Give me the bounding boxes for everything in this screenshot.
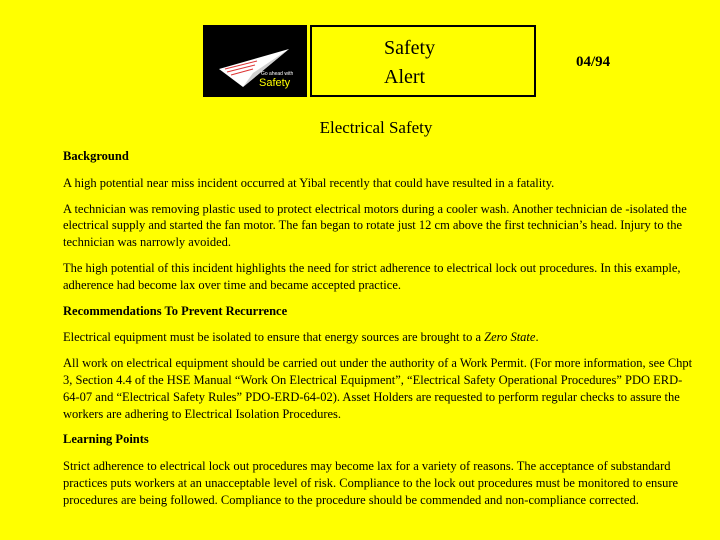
learning-paragraph-1: Strict adherence to electrical lock out procedures may become lax for a variety of reasons. The acceptance of substandard practices puts workers at an unacceptable level of risk. Compliance to the lock out procedures must be monitored to ensure procedures are being followed. Compliance to the procedure should be commended and non-compliance corrected.	[63, 459, 679, 507]
recommendations-paragraph-2: All work on electrical equipment should be carried out under the authority of a Work Permit. (For more information, see Chpt 3, Section 4.4 of the HSE Manual “Work On Electrical Equipment”, “Electrical Safety Operational Procedures” PDO ERD-64-07 and “Electrical Safety Rules” PDO-ERD-64-02). Asset Holders are requested to perform regular checks to assure the workers are adhering to Electrical Isolation Procedures.	[63, 356, 693, 421]
background-heading: Background	[63, 149, 129, 163]
logo-word: Safety	[259, 77, 291, 89]
recommendations-heading: Recommendations To Prevent Recurrence	[63, 303, 288, 318]
document-body	[63, 148, 693, 518]
rec-emphasis: Zero State	[484, 330, 536, 345]
safety-logo	[203, 25, 307, 97]
alert-date: 04/94	[576, 54, 611, 70]
alert-title	[384, 34, 504, 92]
background-paragraph-2: A technician was removing plastic used to protect electrical motors during a cooler wash. Another technician de -isolated the electrical supply and started the fan motor. The fan began to rotate just 12 cm above the first technician’s head. Injury to the technician was narrowly avoided.	[63, 201, 687, 250]
recommendations-paragraph-1	[63, 329, 693, 346]
alert-header-box	[310, 25, 536, 97]
rec-text-prefix: Electrical equipment must be isolated to ensure that energy sources are brought to a	[63, 330, 485, 345]
rec-text-suffix: .	[535, 330, 539, 345]
alert-title-line1: Safety	[384, 37, 436, 59]
background-paragraph-3: The high potential of this incident highlights the need for strict adherence to electrical lock out procedures. In this example, adherence had become lax over time and became accepted practice.	[63, 260, 681, 292]
background-paragraph-1: A high potential near miss incident occurred at Yibal recently that could have resulted in a fatality.	[63, 175, 555, 190]
learning-heading: Learning Points	[63, 432, 149, 447]
alert-title-line2: Alert	[384, 66, 426, 88]
page-title: Electrical Safety	[319, 118, 433, 137]
logo-tagline: Go ahead with	[261, 71, 294, 77]
